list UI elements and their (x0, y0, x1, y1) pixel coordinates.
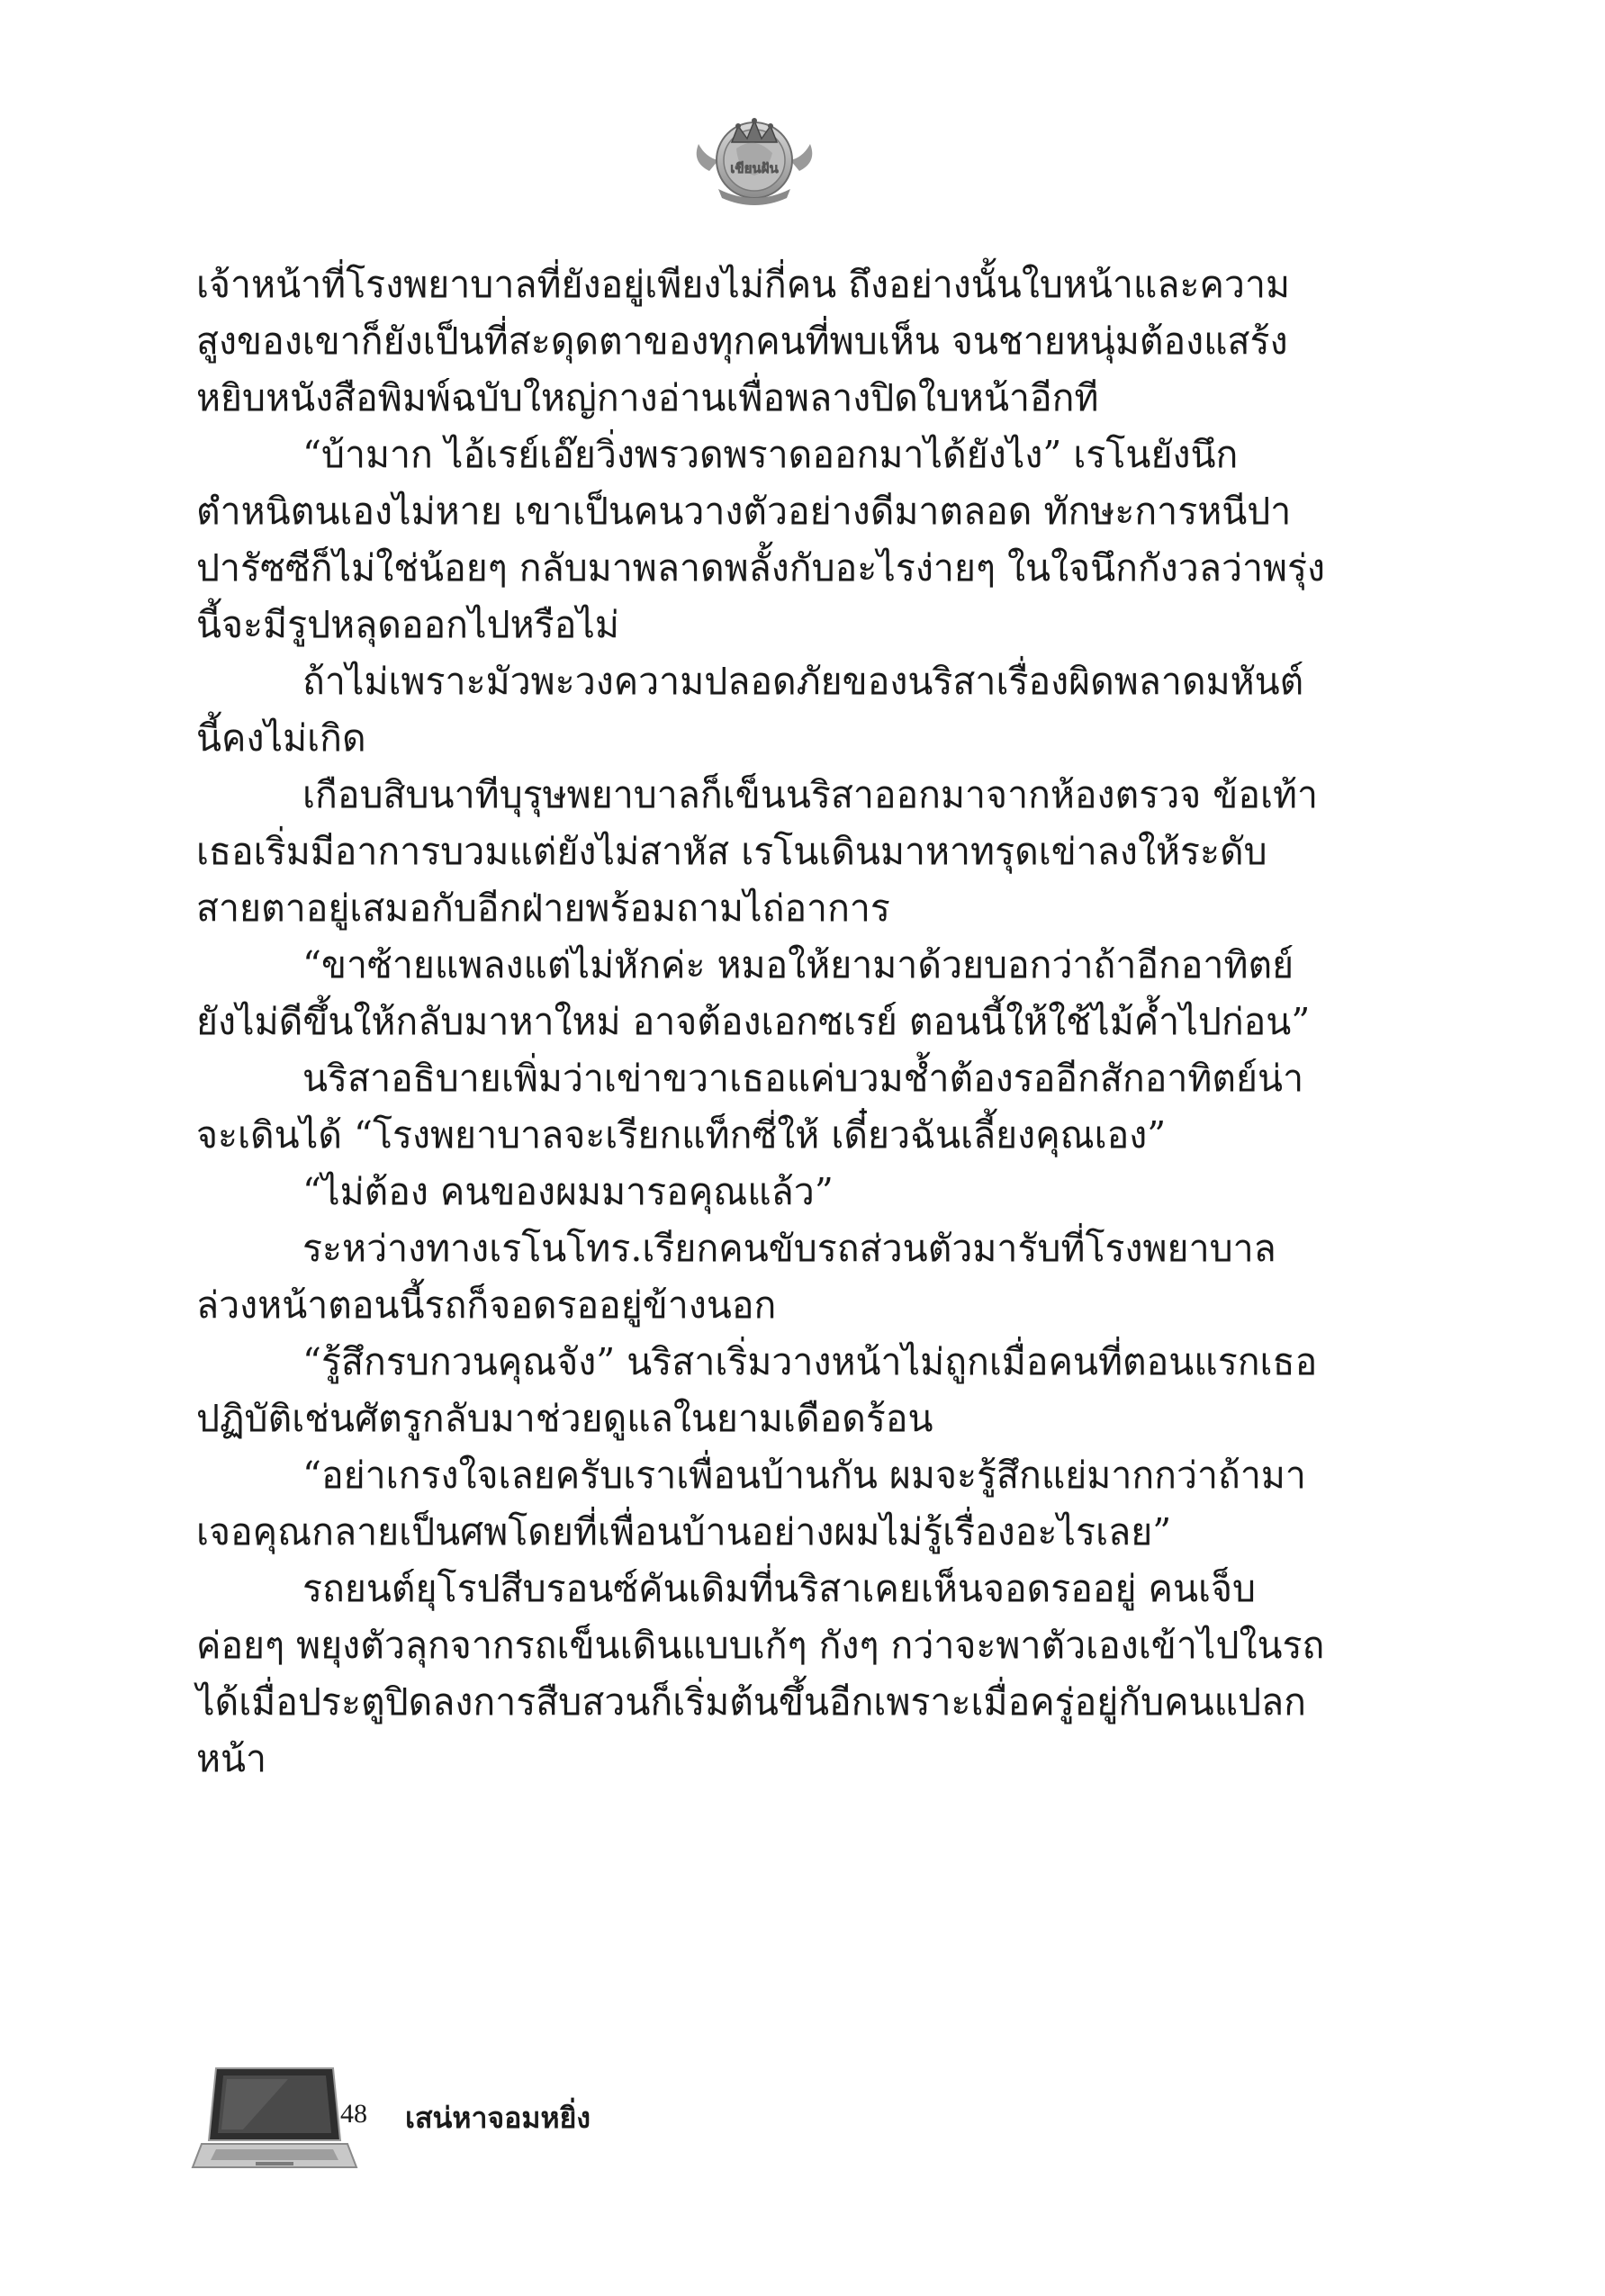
body-text (196, 257, 1329, 1787)
paragraph: นริสาอธิบายเพิ่มว่าเข่าขวาเธอแค่บวมช้ำต้องรออีกสักอาทิตย์น่าจะเดินได้ “โรงพยาบาลจะเรียกแท็กซี่ให้ เดี๋ยวฉันเลี้ยงคุณเอง” (196, 1057, 1304, 1157)
page-footer (189, 2061, 819, 2178)
paragraph: เกือบสิบนาทีบุรุษพยาบาลก็เข็นนริสาออกมาจากห้องตรวจ ข้อเท้าเธอเริ่มมีอาการบวมแต่ยังไม่สาหัส เรโนเดินมาหาทรุดเข่าลงให้ระดับสายตาอยู่เสมอกับอีกฝ่ายพร้อมถามไถ่อาการ (196, 773, 1319, 930)
paragraph: เจ้าหน้าที่โรงพยาบาลที่ยังอยู่เพียงไม่กี่คน ถึงอย่างนั้นใบหน้าและความสูงของเขาก็ยังเป็นที่สะดุดตาของทุกคนที่พบเห็น จนชายหนุ่มต้องแสร้งหยิบหนังสือพิมพ์ฉบับใหญ่กางอ่านเพื่อพลางปิดใบหน้าอีกที (196, 263, 1291, 419)
paragraph: รถยนต์ยุโรปสีบรอนซ์คันเดิมที่นริสาเคยเห็นจอดรออยู่ คนเจ็บค่อยๆ พยุงตัวลุกจากรถเข็นเดินแบบเก้ๆ กังๆ กว่าจะพาตัวเองเข้าไปในรถได้เมื่อประตูปิดลงการสืบสวนก็เริ่มต้นขึ้นอีกเพราะเมื่อครู่อยู่กับคนแปลกหน้า (196, 1567, 1325, 1780)
page-number: 48 (340, 2099, 367, 2129)
paragraph: ถ้าไม่เพราะมัวพะวงความปลอดภัยของนริสาเรื่องผิดพลาดมหันต์นี้คงไม่เกิด (196, 660, 1304, 760)
laptop-icon (189, 2061, 360, 2178)
running-title: เสน่หาจอมหยิ่ง (405, 2101, 591, 2135)
emblem-text: เขียนฝัน (730, 160, 779, 176)
paragraph: “ขาซ้ายแพลงแต่ไม่หักค่ะ หมอให้ยามาด้วยบอกว่าถ้าอีกอาทิตย์ยังไม่ดีขึ้นให้กลับมาหาใหม่ อาจต้องเอกซเรย์ ตอนนี้ให้ใช้ไม้ค้ำไปก่อน” (196, 943, 1311, 1043)
paragraph: “บ้ามาก ไอ้เรย์เอ๊ยวิ่งพรวดพราดออกมาได้ยังไง” เรโนยังนึกตำหนิตนเองไม่หาย เขาเป็นคนวางตัวอย่างดีมาตลอด ทักษะการหนีปาปารัซซีก็ไม่ใช่น้อยๆ กลับมาพลาดพลั้งกับอะไรง่ายๆ ในใจนึกกังวลว่าพรุ่งนี้จะมีรูปหลุดออกไปหรือไม่ (196, 433, 1326, 646)
paragraph: ระหว่างทางเรโนโทร.เรียกคนขับรถส่วนตัวมารับที่โรงพยาบาลล่วงหน้าตอนนี้รถก็จอดรออยู่ข้างนอก (196, 1227, 1276, 1327)
crown-crest-icon (682, 108, 826, 216)
paragraph: “อย่าเกรงใจเลยครับเราเพื่อนบ้านกัน ผมจะรู้สึกแย่มากกว่าถ้ามาเจอคุณกลายเป็นศพโดยที่เพื่อนบ้านอย่างผมไม่รู้เรื่องอะไรเลย” (196, 1454, 1306, 1553)
paragraph: “ไม่ต้อง คนของผมมารอคุณแล้ว” (302, 1170, 834, 1213)
paragraph: “รู้สึกรบกวนคุณจัง” นริสาเริ่มวางหน้าไม่ถูกเมื่อคนที่ตอนแรกเธอปฏิบัติเช่นศัตรูกลับมาช่วยดูแลในยามเดือดร้อน (196, 1340, 1318, 1440)
